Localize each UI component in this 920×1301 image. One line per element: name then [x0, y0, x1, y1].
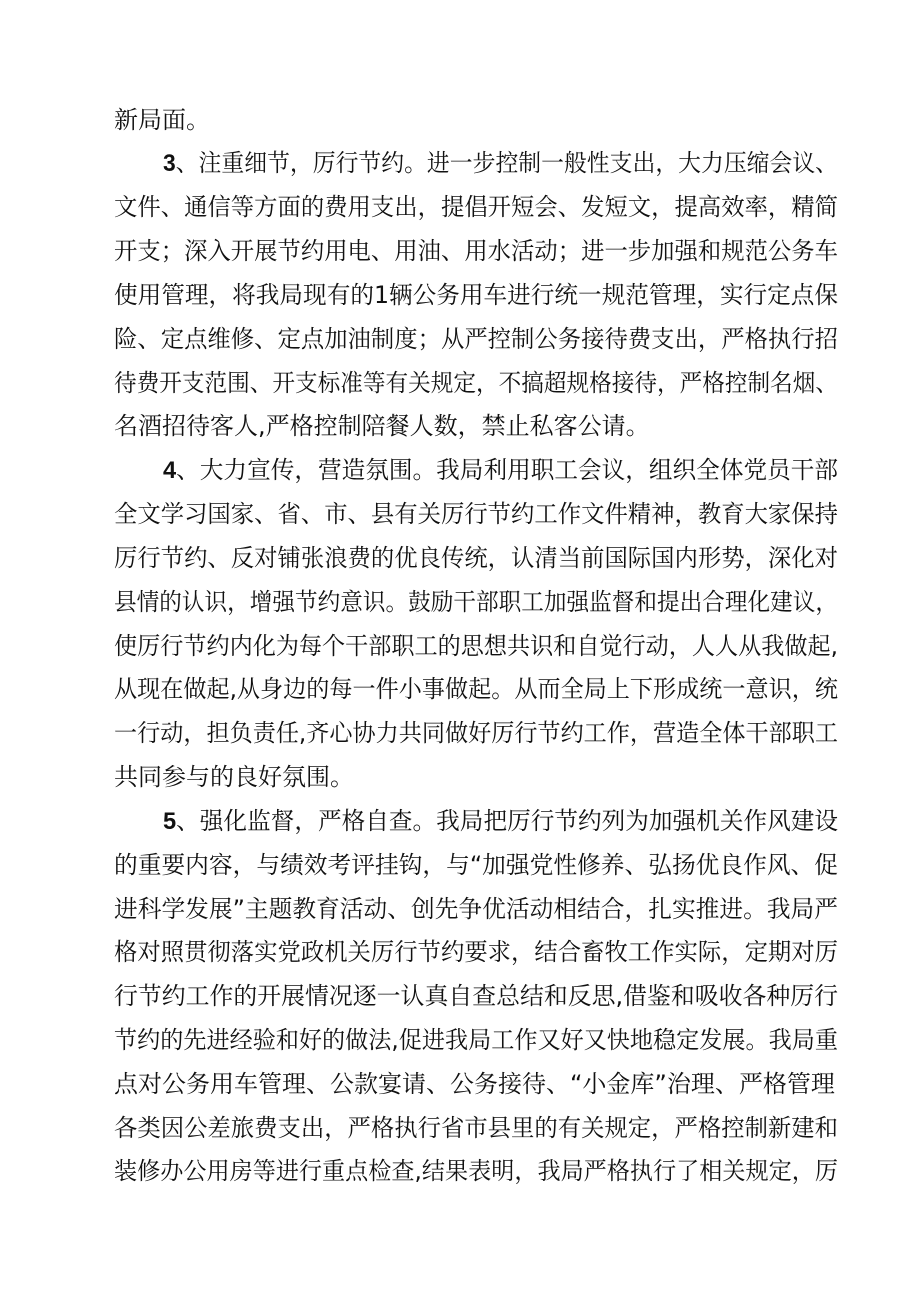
text-line: 共同参与的良好氛围。: [114, 763, 354, 791]
text-line: 开支；深入开展节约用电、用油、用水活动；进一步加强和规范公务车: [114, 237, 838, 265]
text-line: 进科学发展”主题教育活动、创先争优活动相结合，扎实推进。我局严: [114, 895, 839, 923]
text-line: 5、强化监督，严格自查。我局把厉行节约列为加强机关作风建设: [163, 807, 839, 835]
text-line: 新局面。: [114, 106, 210, 134]
text-line: 一行动，担负责任,齐心协力共同做好厉行节约工作，营造全体干部职工: [114, 719, 838, 747]
text-line: 格对照贯彻落实党政机关厉行节约要求，结合畜牧工作实际，定期对厉: [114, 938, 838, 966]
text-line: 名酒招待客人,严格控制陪餐人数，禁止私客公请。: [114, 412, 650, 440]
text-line: 全文学习国家、省、市、县有关厉行节约工作文件精神，教育大家保持: [114, 500, 838, 528]
text-line: 4、大力宣传，营造氛围。我局利用职工会议，组织全体党员干部: [163, 456, 839, 484]
text-line: 从现在做起,从身边的每一件小事做起。从而全局上下形成统一意识，统: [114, 675, 838, 703]
text-line: 3、注重细节，厉行节约。进一步控制一般性支出，大力压缩会议、: [163, 149, 839, 177]
text-line: 待费开支范围、开支标准等有关规定，不搞超规格接待，严格控制名烟、: [114, 369, 838, 397]
text-line: 的重要内容，与绩效考评挂钩，与“加强党性修养、弘扬优良作风、促: [114, 851, 839, 879]
text-line: 点对公务用车管理、公款宴请、公务接待、“小金库”治理、严格管理: [114, 1070, 835, 1098]
text-line: 装修办公用房等进行重点检查,结果表明，我局严格执行了相关规定，厉: [114, 1157, 838, 1185]
text-line: 各类因公差旅费支出，严格执行省市县里的有关规定，严格控制新建和: [114, 1114, 838, 1142]
text-line: 行节约工作的开展情况逐一认真自查总结和反思,借鉴和吸收各种厉行: [114, 982, 839, 1010]
text-line: 使厉行节约内化为每个干部职工的思想共识和自觉行动，人人从我做起,: [114, 632, 838, 660]
text-line: 使用管理，将我局现有的1辆公务用车进行统一规范管理，实行定点保: [114, 281, 839, 309]
text-line: 厉行节约、反对铺张浪费的优良传统，认清当前国际国内形势，深化对: [114, 544, 838, 572]
text-line: 险、定点维修、定点加油制度；从严控制公务接待费支出，严格执行招: [114, 325, 838, 353]
text-line: 文件、通信等方面的费用支出，提倡开短会、发短文，提高效率，精简: [114, 193, 838, 221]
text-line: 节约的先进经验和好的做法,促进我局工作又好又快地稳定发展。我局重: [114, 1026, 838, 1054]
text-line: 县情的认识，增强节约意识。鼓励干部职工加强监督和提出合理化建议，: [114, 588, 838, 616]
